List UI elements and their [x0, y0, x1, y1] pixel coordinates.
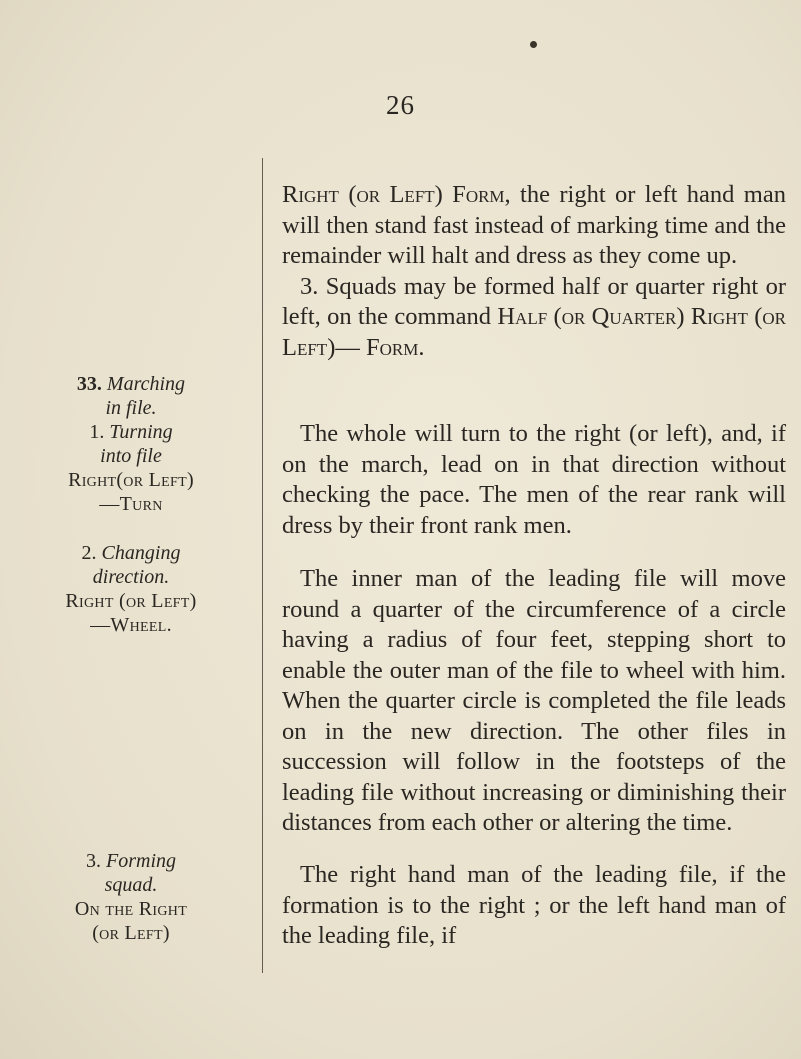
sidenote-command: —Turn: [99, 493, 163, 515]
sidenote-title: Marching: [106, 373, 186, 395]
sidenote-title: in file.: [105, 397, 157, 419]
paragraph-text: The inner man of the leading file will move round a quarter of the circumference of a circle having a radius of four feet, stepping short to enable the outer man of the file to wheel with him. When the quarter circle is completed the file leads on in the new direction. The other files in succession will follow in the footsteps of the leading file without increasing or diminishing their distances from each other or altering the time.: [282, 565, 786, 836]
command-text: Right (or Left) Form: [282, 181, 505, 208]
sidenote-title: Forming: [106, 850, 176, 872]
paragraph-text: The right hand man of the leading file, if the formation is to the right ; or the left hand man of the leading file, if: [282, 861, 786, 949]
paragraph-continued: [282, 180, 786, 363]
sidenote-title: Turning: [109, 421, 173, 443]
margin-rule: [262, 158, 263, 973]
sidenote-title: squad.: [104, 874, 158, 896]
ink-spot: [530, 41, 537, 48]
paragraph-text: The whole will turn to the right (or left), and, if on the march, lead on in that direction without checking the pace. The men of the rear rank will dress by their front rank men.: [282, 420, 786, 539]
paragraph-turning: [282, 419, 786, 541]
paragraph-forming-squad: [282, 860, 786, 952]
sidenote-command: —Wheel.: [90, 614, 172, 636]
sidenote-title: direction.: [92, 566, 170, 588]
sidenote-command: Right (or Left): [65, 590, 197, 612]
sidenote-turning: [0, 420, 262, 516]
sidenote-title: Changing: [101, 542, 181, 564]
sidenote-title: into file: [100, 445, 162, 467]
sidenote-forming-squad: [0, 849, 262, 945]
sidenote-command: (or Left): [92, 922, 170, 944]
page-number: 26: [386, 90, 415, 120]
section-number: 2.: [81, 542, 97, 564]
sidenote-command: Right(or Left): [68, 469, 194, 491]
section-number: 33.: [76, 373, 102, 395]
section-number: 3.: [86, 850, 101, 872]
sidenote-command: On the Right: [74, 898, 188, 920]
paragraph-changing-direction: [282, 564, 786, 839]
paragraph-text: , the right or left hand man will then stand fast instead of marking time and the remainder will halt and dress as they come up.: [282, 181, 786, 269]
sidenote-marching: [0, 372, 262, 420]
paragraph-text: 3. Squads may be formed half or quarter right or left, on the command: [282, 272, 786, 330]
sidenote-changing-direction: [0, 541, 262, 637]
section-number: 1.: [89, 421, 105, 443]
command-text: Half (or Quarter) Right (or Left)— Form.: [282, 303, 786, 361]
